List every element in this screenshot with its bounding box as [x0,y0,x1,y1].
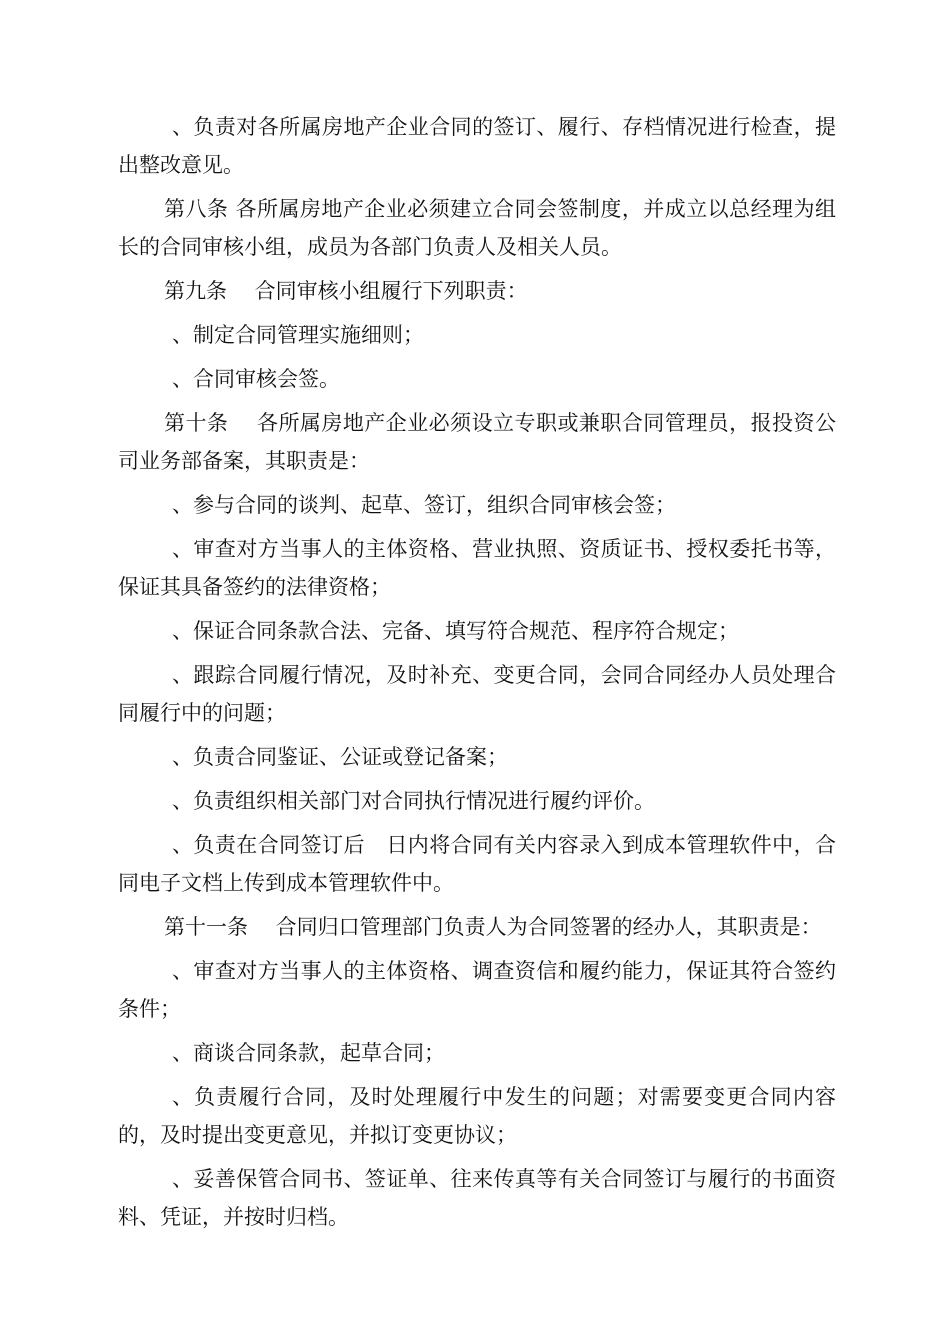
paragraph: 、负责合同鉴证、公证或登记备案； [172,745,508,769]
paragraph: 、保证合同条款合法、完备、填写符合规范、程序符合规定； [172,619,739,643]
paragraph: 、审查对方当事人的主体资格、营业执照、资质证书、授权委托书等，保证其具备签约的法律资格； [118,537,836,599]
paragraph: 、负责对各所属房地产企业合同的签订、履行、存档情况进行检查，提出整改意见。 [118,115,836,177]
article-paragraph: 第九条 合同审核小组履行下列职责： [164,279,528,303]
document-body [118,108,836,1242]
paragraph: 、负责组织相关部门对合同执行情况进行履约评价。 [172,789,655,813]
paragraph: 、负责在合同签订后 日内将合同有关内容录入到成本管理软件中，合同电子文档上传到成本管理软件中。 [118,833,836,895]
paragraph: 、制定合同管理实施细则； [172,323,424,347]
article-paragraph: 第十一条 合同归口管理部门负责人为合同签署的经办人，其职责是： [164,915,822,939]
article-paragraph: 第十条 各所属房地产企业必须设立专职或兼职合同管理员，报投资公司业务部备案，其职责是： [118,411,836,473]
paragraph: 、参与合同的谈判、起草、签订，组织合同审核会签； [172,493,676,517]
paragraph: 、负责履行合同，及时处理履行中发生的问题；对需要变更合同内容的，及时提出变更意见，并拟订变更协议； [118,1085,836,1147]
article-paragraph: 第八条 各所属房地产企业必须建立合同会签制度，并成立以总经理为组长的合同审核小组，成员为各部门负责人及相关人员。 [118,197,836,259]
paragraph: 、审查对方当事人的主体资格、调查资信和履约能力，保证其符合签约条件； [118,959,836,1021]
paragraph: 、跟踪合同履行情况，及时补充、变更合同，会同合同经办人员处理合同履行中的问题； [118,663,836,725]
paragraph: 、商谈合同条款，起草合同； [172,1041,445,1065]
paragraph: 、合同审核会签。 [172,367,340,391]
paragraph: 、妥善保管合同书、签证单、往来传真等有关合同签订与履行的书面资料、凭证，并按时归档。 [118,1167,836,1229]
